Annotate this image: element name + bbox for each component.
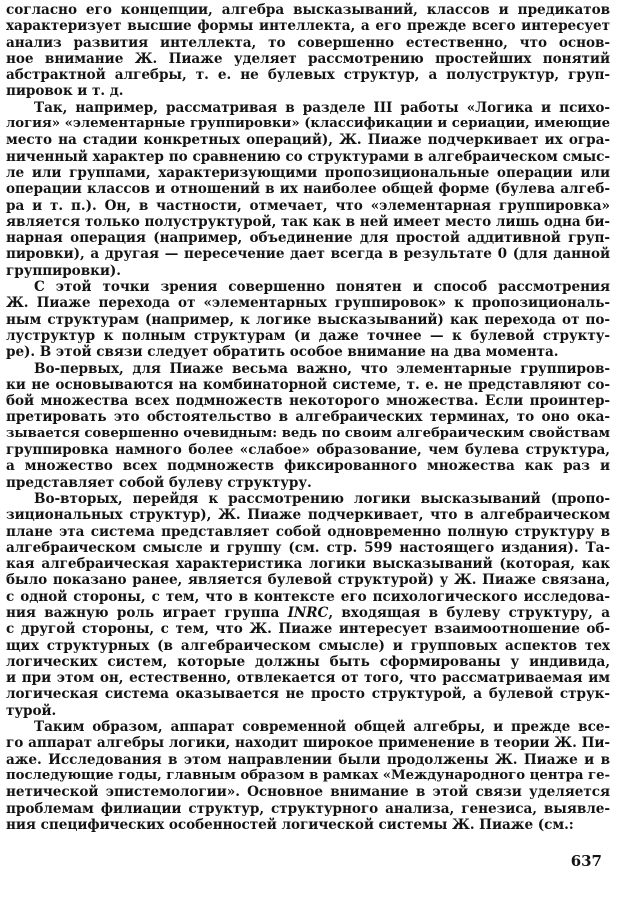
text-line: ниченный характер по сравнению со структурами в алгебраическом смыс- xyxy=(6,148,610,165)
text-line: было показано ранее, является булевой структурой) у Ж. Пиаже связана, xyxy=(6,572,610,589)
text-line: Ж. Пиаже перехода от «элементарных группировок» к пропозициональ- xyxy=(6,295,610,312)
text-line: С этой точки зрения совершенно понятен и способ рассмотрения xyxy=(34,279,610,296)
text-line: го аппарат алгебры логики, находит широкое применение в теории Ж. Пи- xyxy=(6,735,610,752)
page-number: 637 xyxy=(570,852,602,870)
text-line: плане эта система представляет собой одновременно полную структуру в xyxy=(6,523,610,540)
text-line: зывается совершенно очевидным: ведь по своим алгебраическим свойствам xyxy=(6,425,610,441)
text-line: с другой стороны, с тем, что Ж. Пиаже интересует взаимоотношение об- xyxy=(6,621,610,638)
paragraph xyxy=(6,2,610,100)
text-line: бой множества всех подмножеств некоторого множества. Если проинтер- xyxy=(6,393,610,410)
text-line: ре). В этой связи следует обратить особое внимание на два момента. xyxy=(6,344,559,361)
text-line: ки не основываются на комбинаторной системе, т. е. не представляют со- xyxy=(6,376,610,393)
text-line: является только полуструктурой, так как в ней имеет место лишь одна би- xyxy=(6,213,610,230)
text-line: алгебраическом смысле и группу (см. стр. 599 настоящего издания). Та- xyxy=(6,539,610,556)
text-line: аже. Исследования в этом направлении были продолжены Ж. Пиаже и в xyxy=(6,751,610,768)
text-line: луструктур к полным структурам (и даже точнее — к булевой структу- xyxy=(6,327,610,344)
text-line: ния специфических особенностей логической системы Ж. Пиаже (см.: xyxy=(6,816,574,833)
paragraph xyxy=(6,361,610,491)
paragraph xyxy=(6,719,610,833)
text-line: абстрактной алгебры, т. е. не булевых структур, а полуструктур, груп- xyxy=(6,67,610,84)
paragraph xyxy=(6,491,610,719)
text-line: нетической эпистемологии». Основное внимание в этой связи уделяется xyxy=(6,784,610,801)
paragraph xyxy=(6,100,610,279)
text-line: Во-первых, для Пиаже весьма важно, что элементарные группиров- xyxy=(34,360,610,377)
text-line: проблемам филиации структур, структурного анализа, генезиса, выявле- xyxy=(6,800,610,817)
text-line: ле или группами, характеризующими пропозициональные операции или xyxy=(6,164,610,181)
text-line: характеризует высшие формы интеллекта, а его прежде всего интересует xyxy=(6,18,610,35)
text-line: место на стадии конкретных операций), Ж. Пиаже подчеркивает их огра- xyxy=(6,132,610,149)
text-line: пировок и т. д. xyxy=(6,83,124,100)
text-line: ное внимание Ж. Пиаже уделяет рассмотрению простейших понятий xyxy=(6,50,610,67)
text-line: группировка намного более «слабое» образование, чем булева структура, xyxy=(6,442,610,459)
text-line: ным структурам (например, к логике высказываний) как перехода от по- xyxy=(6,311,610,328)
text-line: претировать это обстоятельство в алгебраических терминах, то оно ока- xyxy=(6,409,610,426)
body-text xyxy=(6,2,610,833)
text-line: логическая система оказывается не просто структурой, а булевой струк- xyxy=(6,686,610,703)
text-line: анализ развития интеллекта, то совершенно естественно, что основ- xyxy=(6,34,610,51)
text-line: Во-вторых, перейдя к рассмотрению логики высказываний (пропо- xyxy=(34,490,610,507)
text-line: щих структурных (в алгебраическом смысле) и групповых аспектов тех xyxy=(6,637,610,654)
text-line: нарная операция (например, объединение для простой аддитивной груп- xyxy=(6,230,610,247)
text-line: кая алгебраическая характеристика логики высказываний (которая, как xyxy=(6,556,610,573)
text-line: пировки), а другая — пересечение дает всегда в результате 0 (для данной xyxy=(6,246,610,263)
text-line: последующие годы, главным образом в рамках «Международного центра ге- xyxy=(6,767,610,783)
text-line: ния важную роль играет группа INRC, входящая в булеву структуру, а xyxy=(6,604,610,621)
text-line: а множество всех подмножеств фиксированного множества как раз и xyxy=(6,458,610,475)
text-line: зициональных структур), Ж. Пиаже подчеркивает, что в алгебраическом xyxy=(6,507,610,524)
text-line: группировки). xyxy=(6,262,121,279)
text-line: турой. xyxy=(6,702,57,719)
text-line: согласно его концепции, алгебра высказываний, классов и предикатов xyxy=(6,2,610,18)
text-line: с одной стороны, с тем, что в контексте его психологического исследова- xyxy=(6,588,610,605)
text-line: ра и т. п.). Он, в частности, отмечает, что «элементарная группировка» xyxy=(6,197,610,214)
text-line: логия» «элементарные группировки» (классификации и сериации, имеющие xyxy=(6,116,610,132)
text-line: логических систем, которые должны быть сформированы у индивида, xyxy=(6,653,610,670)
paragraph xyxy=(6,279,610,360)
text-line: Таким образом, аппарат современной общей алгебры, и прежде все- xyxy=(34,719,610,736)
text-line: представляет собой булеву структуру. xyxy=(6,474,312,491)
text-line: и при этом он, естественно, отвлекается от того, что рассматриваемая им xyxy=(6,670,610,687)
text-line: операции классов и отношений в их наиболее общей форме (булева алгеб- xyxy=(6,181,610,198)
text-line: Так, например, рассматривая в разделе III работы «Логика и психо- xyxy=(34,99,610,116)
